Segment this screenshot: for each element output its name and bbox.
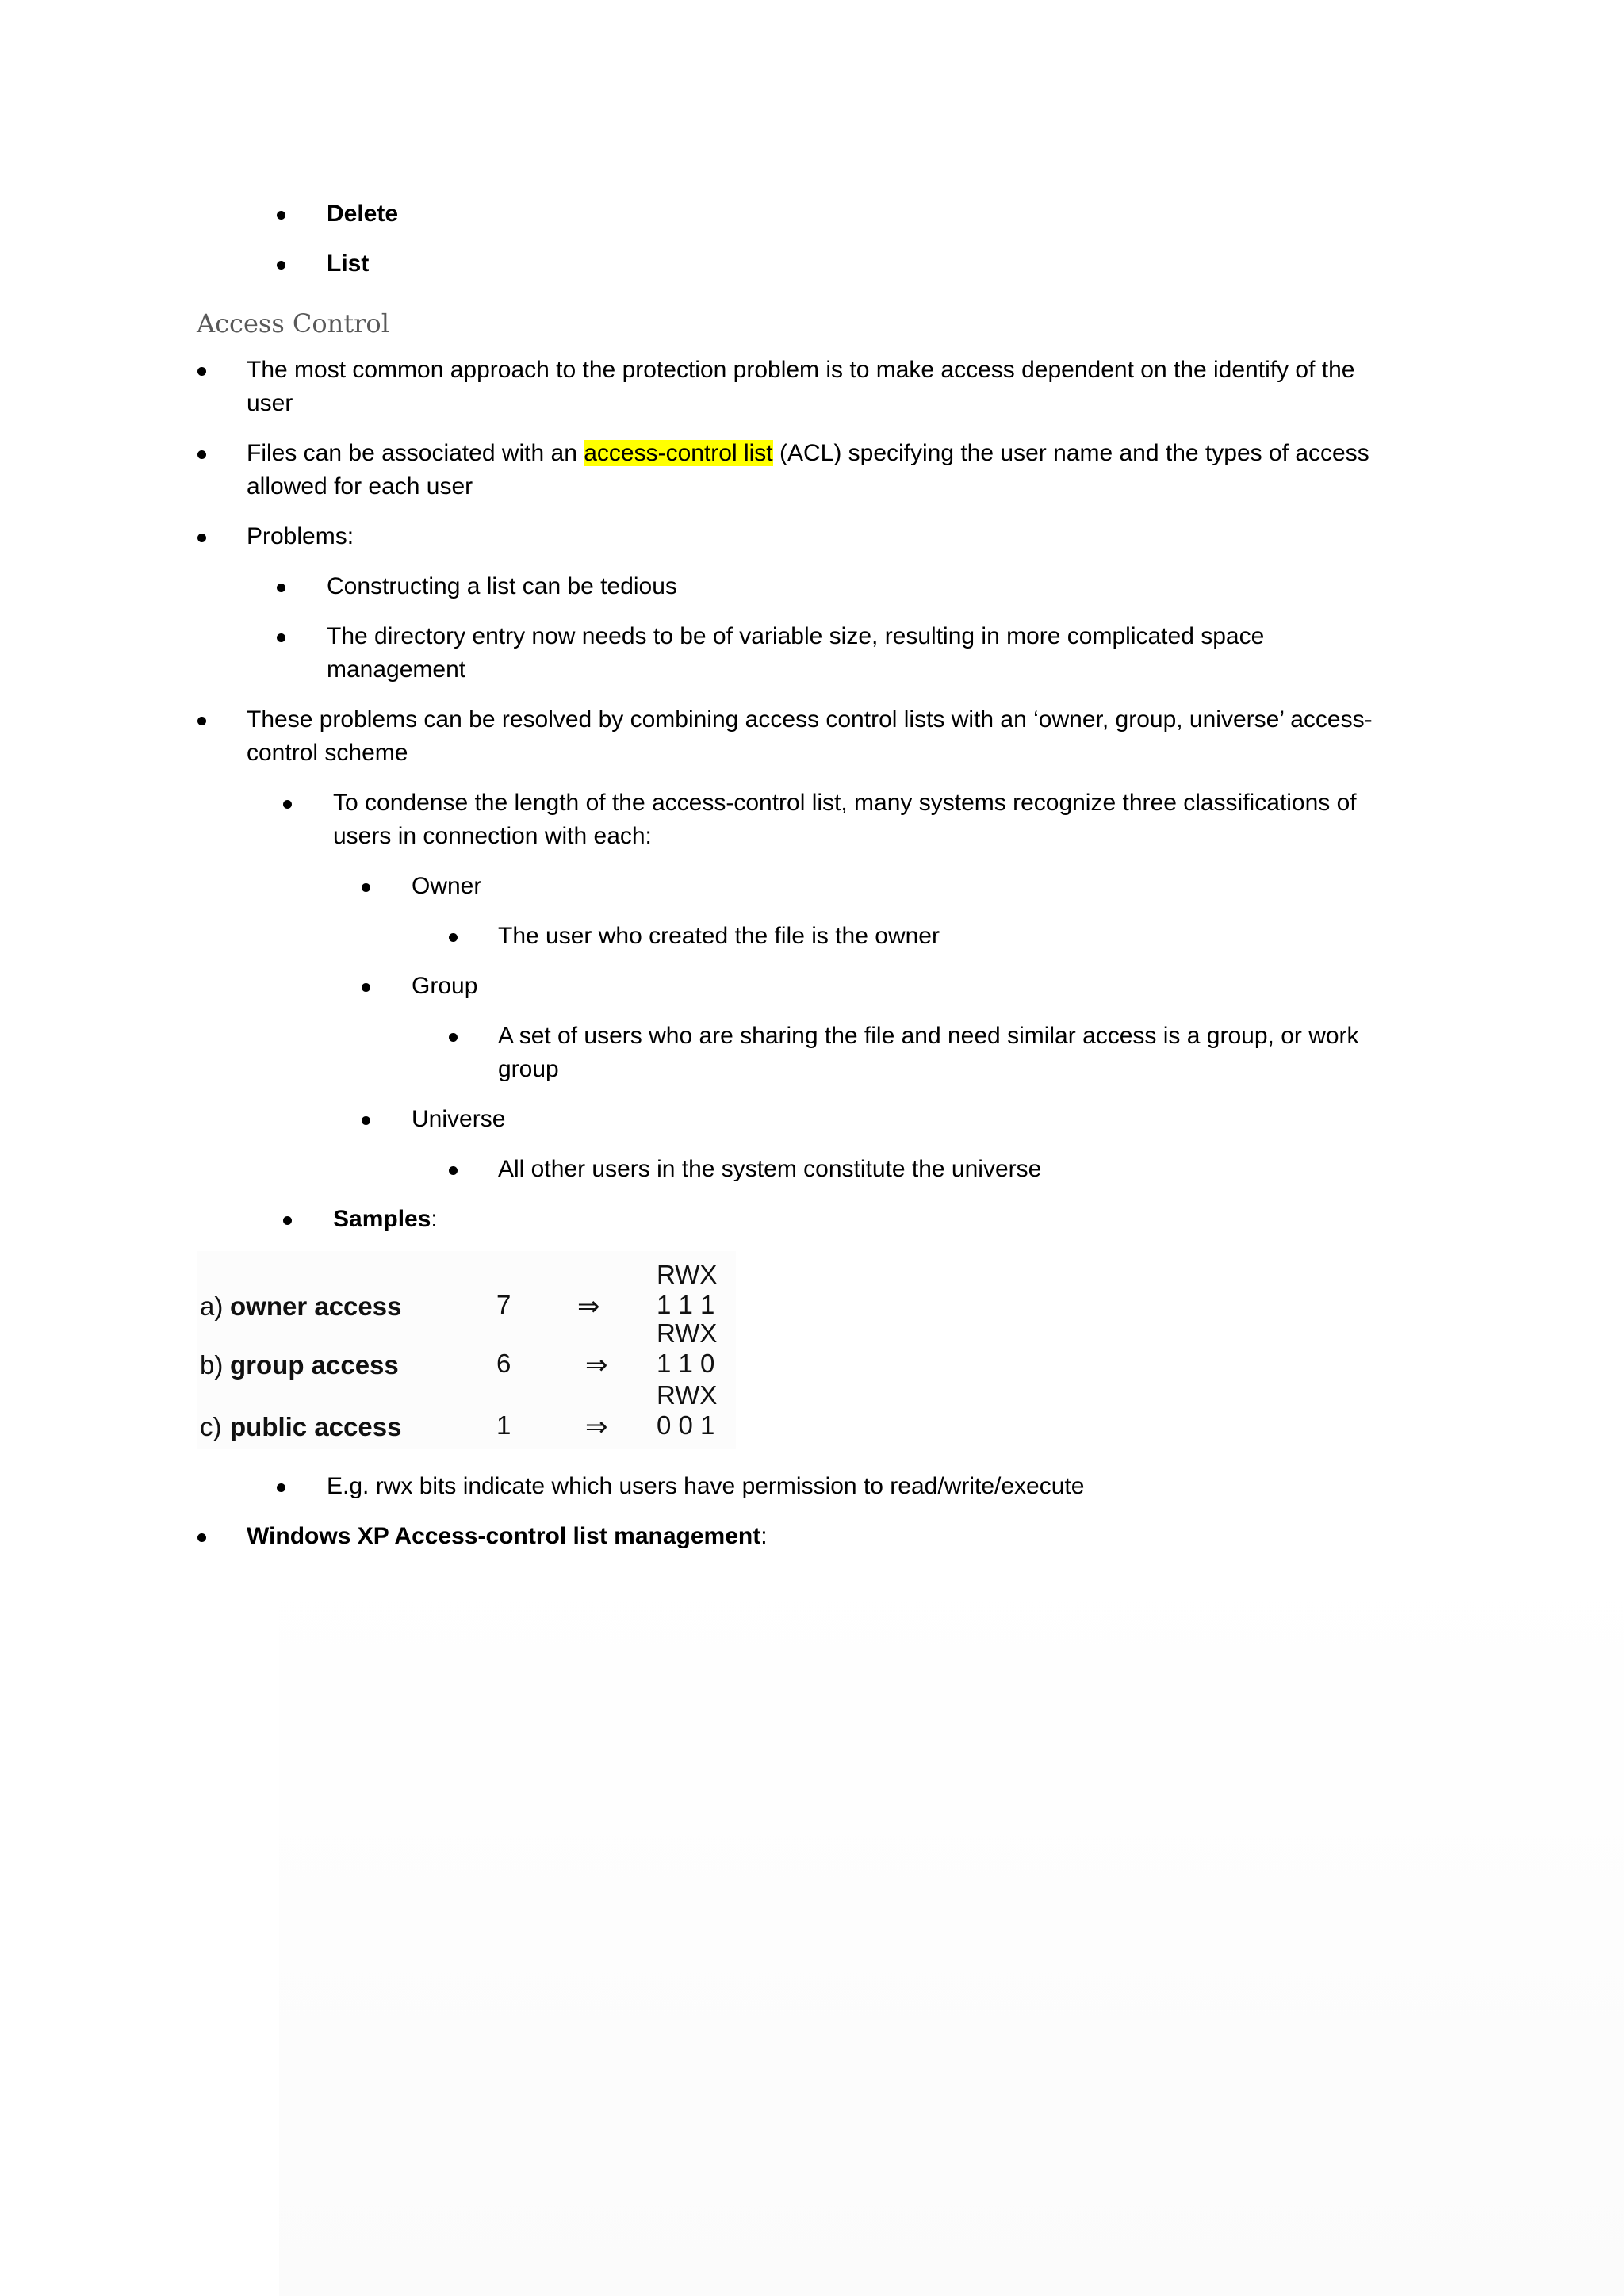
implies-arrow-icon: ⇒ [585, 1411, 608, 1443]
bullet-icon [197, 534, 206, 542]
bullet-icon [197, 450, 206, 459]
problem-item-continuation: management [327, 656, 466, 683]
sample-bits: 0 0 1 [657, 1410, 715, 1440]
windows-acl-label: Windows XP Access-control list management [247, 1523, 761, 1549]
bullet-icon [277, 633, 285, 642]
class-owner: Owner [412, 873, 482, 899]
sample-value: 7 [496, 1290, 511, 1319]
sample-value: 1 [496, 1410, 511, 1440]
page-shading [279, 1554, 1624, 2296]
acl-bullet-line [247, 437, 1369, 470]
windows-acl-colon: : [760, 1523, 768, 1549]
sample-value: 6 [496, 1349, 511, 1378]
bullet-icon [277, 584, 285, 592]
sample-prefix: c) [200, 1412, 222, 1441]
sample-label: public access [230, 1412, 402, 1441]
problem-item: The directory entry now needs to be of variable size, resulting in more complicated space [327, 623, 1265, 649]
sample-prefix: a) [200, 1292, 224, 1321]
samples-colon: : [431, 1206, 438, 1232]
bullet-icon [277, 211, 285, 220]
sample-label: owner access [230, 1292, 402, 1321]
class-universe-desc: All other users in the system constitute the universe [498, 1156, 1042, 1182]
bullet-icon [197, 367, 206, 376]
bullet-icon [197, 717, 206, 725]
implies-arrow-icon: ⇒ [585, 1349, 608, 1381]
class-universe: Universe [412, 1106, 506, 1132]
samples-label-line [333, 1203, 438, 1236]
bullet-icon [449, 1166, 458, 1175]
class-group: Group [412, 973, 478, 999]
sample-label: group access [230, 1350, 399, 1380]
bullet-text-line: The most common approach to the protection problem is to make access dependent on the identify of the [247, 357, 1355, 383]
condense-text-line: users in connection with each: [333, 823, 652, 849]
bullet-icon [449, 1033, 458, 1042]
acl-text-before: Files can be associated with an [247, 440, 584, 466]
sample-bits: 1 1 1 [657, 1290, 715, 1319]
bullet-text-line: user [247, 390, 293, 416]
rwx-note: E.g. rwx bits indicate which users have permission to read/write/execute [327, 1473, 1085, 1499]
sample-header-rwx: RWX [657, 1380, 718, 1410]
acl-text-after: (ACL) specifying the user name and the types of access [772, 440, 1369, 466]
acl-highlighted-term: access-control list [584, 440, 773, 466]
sample-bits: 1 1 0 [657, 1349, 715, 1378]
section-heading: Access Control [197, 308, 389, 339]
class-group-desc-continuation: group [498, 1056, 559, 1082]
samples-label: Samples [333, 1206, 431, 1232]
bullet-text-line: These problems can be resolved by combining access control lists with an ‘owner, group, universe’ access- [247, 706, 1373, 733]
sample-header-rwx: RWX [657, 1260, 718, 1289]
bullet-text-line: allowed for each user [247, 473, 473, 499]
bullet-icon [362, 1116, 370, 1125]
bullet-icon [197, 1533, 206, 1542]
bullet-icon [362, 883, 370, 892]
problems-label: Problems: [247, 523, 354, 549]
bullet-icon [277, 261, 285, 270]
problem-item: Constructing a list can be tedious [327, 573, 677, 599]
class-owner-desc: The user who created the file is the owner [498, 923, 940, 949]
bullet-icon [362, 983, 370, 992]
bullet-icon [277, 1483, 285, 1492]
windows-acl-line [247, 1520, 768, 1553]
implies-arrow-icon: ⇒ [577, 1291, 600, 1322]
class-group-desc: A set of users who are sharing the file and need similar access is a group, or work [498, 1023, 1359, 1049]
list-item-delete: Delete [327, 201, 399, 227]
sample-header-rwx: RWX [657, 1318, 718, 1348]
list-item-list: List [327, 251, 370, 277]
condense-text-line: To condense the length of the access-control list, many systems recognize three classifications of [333, 790, 1357, 816]
bullet-icon [283, 1216, 292, 1225]
bullet-icon [449, 933, 458, 942]
bullet-text-line: control scheme [247, 740, 408, 766]
bullet-icon [283, 800, 292, 809]
sample-prefix: b) [200, 1350, 224, 1380]
